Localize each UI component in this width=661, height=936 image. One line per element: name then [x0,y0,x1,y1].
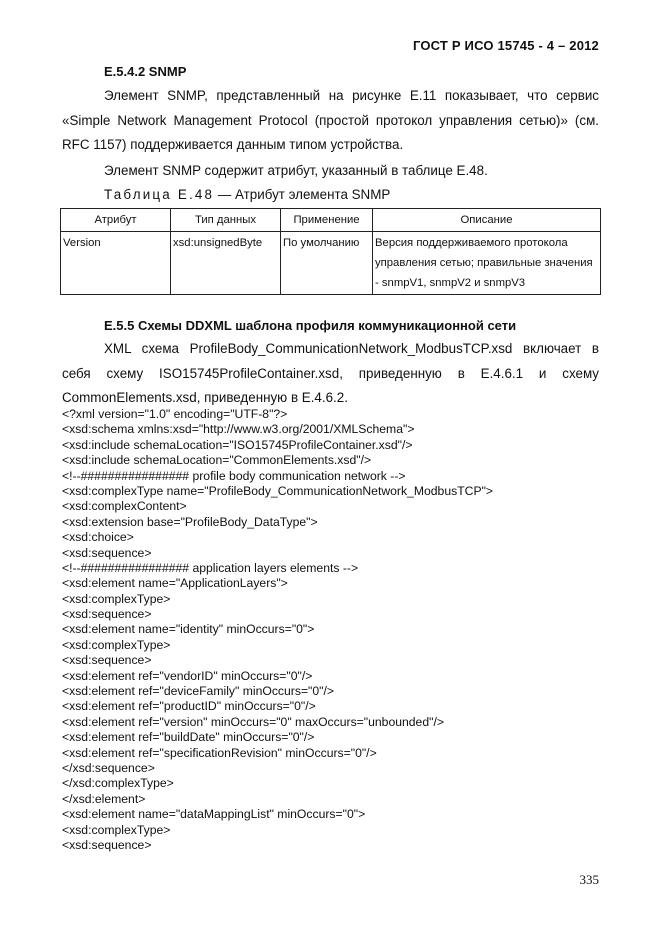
page-number: 335 [579,872,599,887]
code-line: <xsd:element name="dataMappingList" minOccurs="0"> [62,807,366,822]
paragraph-schema-description [62,337,599,411]
code-line: <xsd:complexType> [62,637,171,652]
code-line: <xsd:element ref="vendorID" minOccurs="0"/> [62,668,313,683]
code-line: <xsd:element ref="productID" minOccurs="0"/> [62,699,316,714]
code-line: <xsd:element name="ApplicationLayers"> [62,576,288,591]
code-line: <xsd:extension base="ProfileBody_DataType"> [62,514,318,529]
code-line: <xsd:include schemaLocation="ISO15745ProfileContainer.xsd"/> [62,437,413,452]
table-caption [104,187,390,202]
cell-attribute: Version [61,232,171,295]
code-line: <xsd:element ref="specificationRevision" minOccurs="0"/> [62,745,377,760]
table-caption-text: — Атрибут элемента SNMP [214,187,391,202]
attribute-table [60,208,601,295]
code-line: <xsd:sequence> [62,837,152,852]
table-header-row [61,209,601,232]
code-line: <xsd:sequence> [62,653,152,668]
xml-code-listing [62,407,493,853]
code-line: <xsd:complexContent> [62,499,187,514]
code-line: <?xml version="1.0" encoding="UTF-8"?> [62,407,288,421]
code-line: <xsd:sequence> [62,545,152,560]
code-line: </xsd:complexType> [62,776,174,791]
table-header-cell: Тип данных [171,209,281,232]
paragraph-snmp-attribute: Элемент SNMP содержит атрибут, указанный в таблице Е.48. [104,163,488,178]
code-line: <xsd:schema xmlns:xsd="http://www.w3.org/2001/XMLSchema"> [62,422,415,437]
code-line: </xsd:sequence> [62,760,155,775]
paragraph-schema-text: XML схема ProfileBody_CommunicationNetwork_ModbusTCP.xsd включает в себя схему ISO15745ProfileContainer.xsd, приведенную в Е.4.6.1 и схему CommonElements.xsd, приведенную в Е.4.6.2. [62,341,599,405]
code-line: <xsd:complexType> [62,822,171,837]
code-line: <xsd:element ref="buildDate" minOccurs="0"/> [62,730,315,745]
code-line: <xsd:element name="identity" minOccurs="0"> [62,622,315,637]
code-line: <xsd:element ref="deviceFamily" minOccurs="0"/> [62,684,334,699]
code-line: <xsd:complexType name="ProfileBody_CommunicationNetwork_ModbusTCP"> [62,483,494,498]
cell-datatype: xsd:unsignedByte [171,232,281,295]
code-line: <!--################ application layers elements --> [62,560,359,575]
code-line: <xsd:complexType> [62,591,171,606]
code-line: <xsd:include schemaLocation="CommonElements.xsd"/> [62,453,372,468]
table-caption-label: Таблица Е.48 [104,187,215,202]
section-heading-e542: E.5.4.2 SNMP [104,64,187,79]
code-line: <xsd:choice> [62,530,134,545]
paragraph-snmp-text: Элемент SNMP, представленный на рисунке Е.11 показывает, что сервис «Simple Network Management Protocol (простой протокол управления сетью)» (см. RFC 1157) поддерживается данным типом устройства. [62,88,599,152]
code-line: </xsd:element> [62,791,146,806]
code-line: <xsd:element ref="version" minOccurs="0" maxOccurs="unbounded"/> [62,714,444,729]
table-header-cell: Атрибут [61,209,171,232]
table-header-cell: Описание [373,209,601,232]
cell-description: Версия поддерживаемого протокола управления сетью; правильные значения - snmpV1, snmpV2 и snmpV3 [373,232,601,295]
table-header-cell: Применение [281,209,373,232]
table-row [61,232,601,295]
code-line: <xsd:sequence> [62,607,152,622]
document-header: ГОСТ Р ИСО 15745 - 4 – 2012 [412,38,599,53]
paragraph-snmp-description [62,84,599,158]
cell-usage: По умолчанию [281,232,373,295]
section-heading-e55: E.5.5 Схемы DDXML шаблона профиля коммуникационной сети [104,318,517,333]
code-line: <!--################ profile body communication network --> [62,468,406,483]
